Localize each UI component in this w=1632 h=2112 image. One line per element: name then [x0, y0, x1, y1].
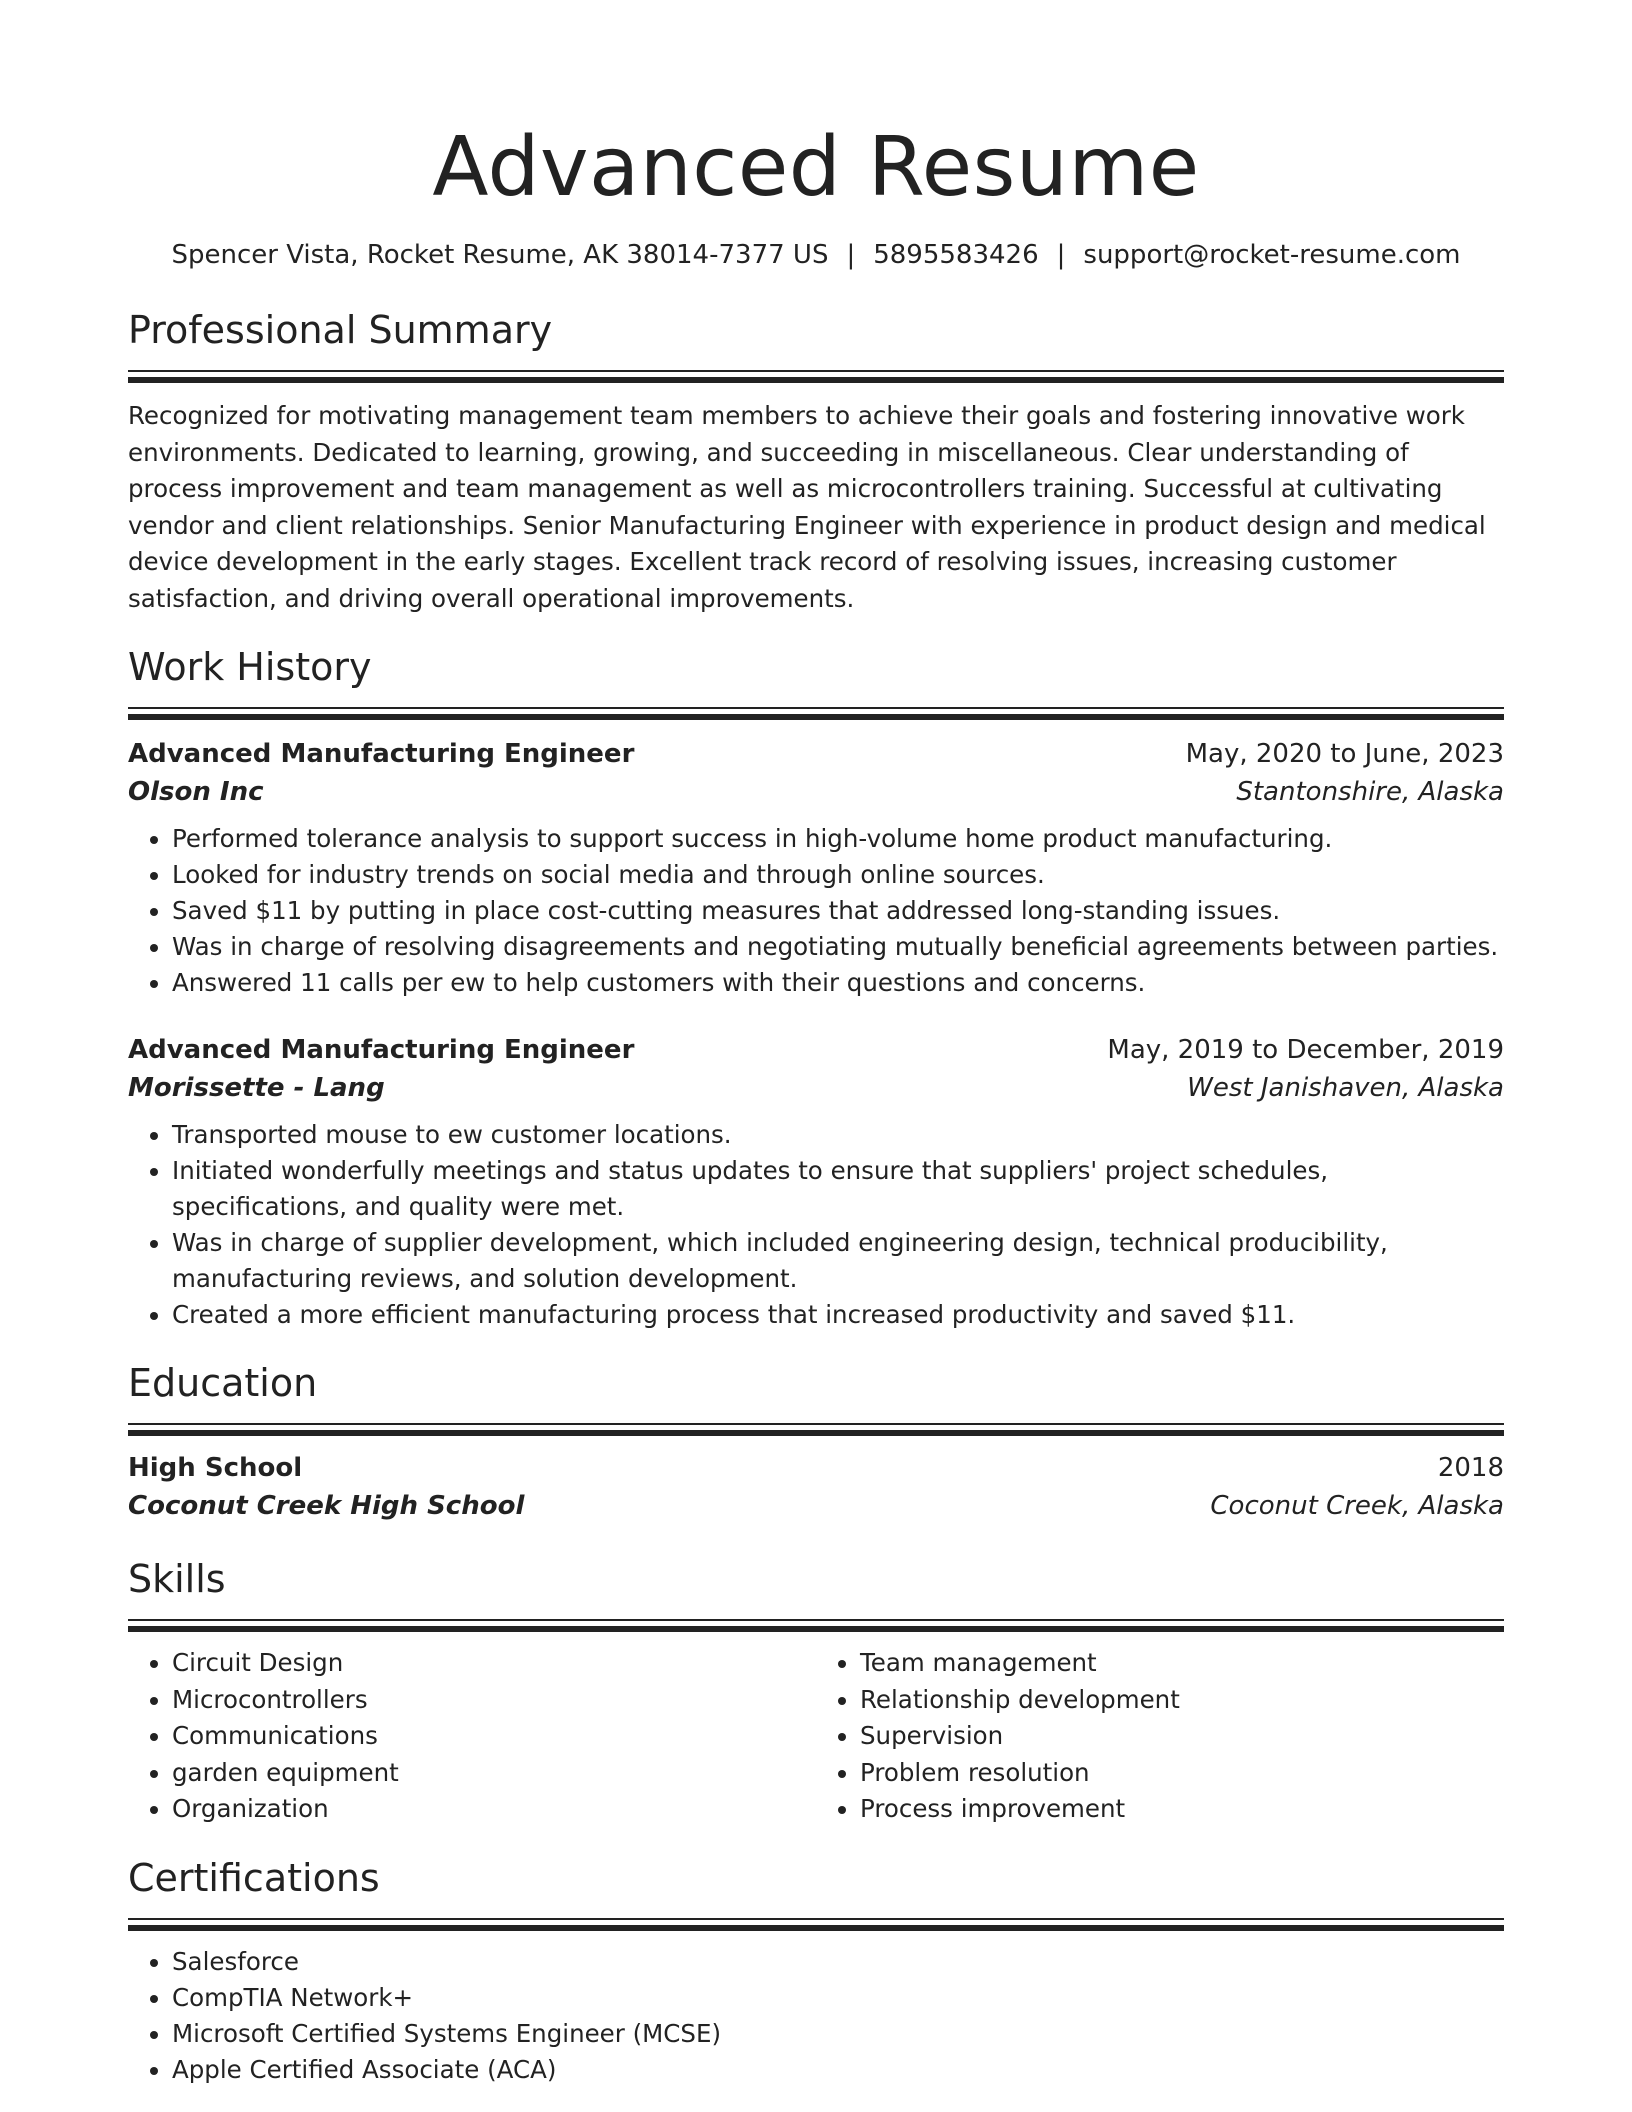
list-item: • Supervision	[860, 1718, 1504, 1755]
list-item: • Circuit Design	[172, 1645, 816, 1682]
contact-address: Spencer Vista, Rocket Resume, AK 38014-7377 US	[171, 240, 829, 270]
list-item: • Looked for industry trends on social media and through online sources.	[172, 857, 1504, 893]
list-item: • garden equipment	[172, 1755, 816, 1792]
skills-columns	[128, 1645, 1504, 1828]
contact-separator: |	[846, 240, 856, 270]
list-item: • Problem resolution	[860, 1755, 1504, 1792]
job-bullets	[128, 821, 1504, 1001]
job-company-row	[128, 1069, 1504, 1107]
resume-name: Advanced Resume	[432, 120, 1200, 215]
section-divider	[128, 707, 1504, 719]
education-degree: High School	[128, 1453, 303, 1483]
list-item: • Team management	[860, 1645, 1504, 1682]
section-divider	[128, 1619, 1504, 1631]
list-item: • Microsoft Certified Systems Engineer (MCSE)	[172, 2016, 1504, 2052]
contact-line	[128, 238, 1504, 272]
job-location: Stantonshire, Alaska	[1236, 777, 1504, 807]
list-item: • Saved $11 by putting in place cost-cutting measures that addressed long-standing issues.	[172, 893, 1504, 929]
list-item: • Relationship development	[860, 1682, 1504, 1719]
job-title: Advanced Manufacturing Engineer	[128, 739, 635, 769]
list-item: • Communications	[172, 1718, 816, 1755]
education-header-row	[128, 1449, 1504, 1487]
education-year: 2018	[1437, 1453, 1504, 1483]
job-company: Morissette - Lang	[128, 1073, 385, 1103]
education-section	[128, 1359, 1504, 1525]
section-title-summary: Professional Summary	[128, 308, 553, 352]
job-dates: May, 2020 to June, 2023	[1185, 739, 1504, 769]
list-item: • Organization	[172, 1791, 816, 1828]
job-entry	[128, 735, 1504, 1001]
list-item: • Initiated wonderfully meetings and status updates to ensure that suppliers' project schedules, specifications, and quality were met.	[172, 1153, 1504, 1225]
list-item: • Created a more efficient manufacturing process that increased productivity and saved $11.	[172, 1297, 1504, 1333]
summary-text: Recognized for motivating management team members to achieve their goals and fostering innovative work environments. Dedicated to learning, growing, and succeeding in miscellaneous. Clear understanding of process improvement and team management as well as microcontrollers training. Successful at cultivating vendor and client relationships. Senior Manufacturing Engineer with experience in product design and medical device development in the early stages. Excellent track record of resolving issues, increasing customer satisfaction, and driving overall operational improvements.	[128, 401, 1486, 613]
list-item: • CompTIA Network+	[172, 1980, 1504, 2016]
list-item: • Was in charge of resolving disagreements and negotiating mutually beneficial agreements between parties.	[172, 929, 1504, 965]
section-title-certifications: Certifications	[128, 1855, 380, 1900]
section-title-skills: Skills	[128, 1557, 226, 1601]
work-history-section	[128, 643, 1504, 1333]
list-item: • Microcontrollers	[172, 1682, 816, 1719]
job-dates: May, 2019 to December, 2019	[1107, 1035, 1504, 1065]
certifications-section	[128, 1854, 1504, 2088]
list-item: • Process improvement	[860, 1791, 1504, 1828]
section-title-work-history: Work History	[128, 645, 372, 689]
section-divider	[128, 1918, 1504, 1930]
skills-section	[128, 1555, 1504, 1828]
contact-separator: |	[1056, 240, 1066, 270]
job-title: Advanced Manufacturing Engineer	[128, 1035, 635, 1065]
section-title-education: Education	[128, 1361, 318, 1405]
job-company-row	[128, 773, 1504, 811]
skills-list-right	[816, 1645, 1504, 1828]
section-divider	[128, 1423, 1504, 1435]
job-entry	[128, 1031, 1504, 1333]
contact-email: support@rocket-resume.com	[1083, 240, 1461, 270]
certifications-list	[128, 1944, 1504, 2088]
list-item: • Was in charge of supplier development, which included engineering design, technical producibility, manufacturing reviews, and solution development.	[172, 1225, 1504, 1297]
contact-phone: 5895583426	[873, 240, 1039, 270]
summary-section	[128, 306, 1504, 617]
job-bullets	[128, 1117, 1504, 1333]
education-entry	[128, 1449, 1504, 1525]
education-school-row	[128, 1487, 1504, 1525]
resume-page	[128, 0, 1504, 2088]
job-location: West Janishaven, Alaska	[1187, 1073, 1504, 1103]
job-company: Olson Inc	[128, 777, 264, 807]
section-divider	[128, 370, 1504, 382]
list-item: • Performed tolerance analysis to support success in high-volume home product manufacturing.	[172, 821, 1504, 857]
job-header-row	[128, 735, 1504, 773]
skills-list-left	[128, 1645, 816, 1828]
job-header-row	[128, 1031, 1504, 1069]
list-item: • Answered 11 calls per ew to help customers with their questions and concerns.	[172, 965, 1504, 1001]
list-item: • Apple Certified Associate (ACA)	[172, 2052, 1504, 2088]
education-location: Coconut Creek, Alaska	[1210, 1491, 1504, 1521]
education-school: Coconut Creek High School	[128, 1491, 525, 1521]
list-item: • Transported mouse to ew customer locations.	[172, 1117, 1504, 1153]
list-item: • Salesforce	[172, 1944, 1504, 1980]
